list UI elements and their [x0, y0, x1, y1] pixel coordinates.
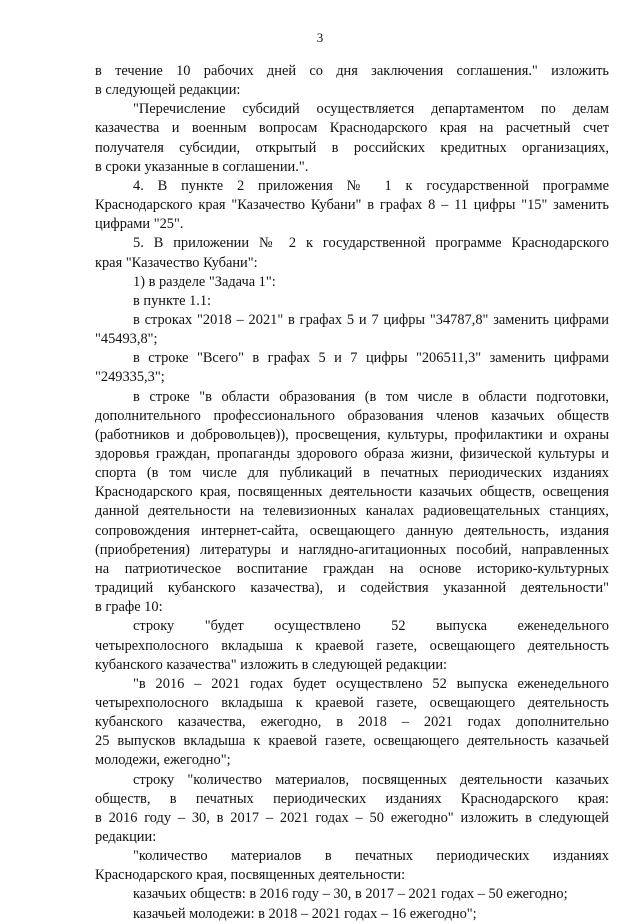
text-line: "в 2016 – 2021 годах будет осуществлено 52 выпуска еженедельного: [133, 675, 609, 692]
text-line: (работников и добровольцев)), просвещения, культуры, профилактики и охраны: [95, 426, 609, 443]
text-line: в строке "в области образования (в том числе в области подготовки,: [133, 388, 609, 405]
text-line: здоровья граждан, пропаганды здорового образа жизни, физической культуры и: [95, 446, 609, 462]
text-line: сопровождения интернет-сайта, освещающего данную деятельность, издания: [95, 522, 609, 539]
text-line: казачества и военным вопросам Краснодарского края на расчетный счет: [95, 120, 609, 137]
text-line: в сроки указанные в соглашении.".: [95, 158, 309, 175]
text-line: в графе 10:: [95, 599, 163, 616]
text-line: "249335,3";: [95, 369, 165, 386]
text-line: Краснодарского края "Казачество Кубани" в графах 8 – 11 цифры "15" заменить: [95, 197, 609, 213]
text-line: 25 выпусков вкладыша к краевой газете, освещающего деятельность казачьей: [95, 733, 609, 750]
text-line: четырехполосного вкладыша к краевой газете, освещающего деятельность: [95, 694, 609, 711]
text-line: казачьей молодежи: в 2018 – 2021 годах – 16 ежегодно";: [133, 905, 477, 922]
text-line: Краснодарского края, посвященных деятельности казачьих обществ, освещения: [95, 484, 609, 501]
text-line: "45493,8";: [95, 331, 158, 348]
text-line: Краснодарского края, посвященных деятельности:: [95, 867, 406, 884]
text-line: в строке "Всего" в графах 5 и 7 цифры "206511,3" заменить цифрами: [133, 350, 609, 367]
text-line: на патриотическое воспитание граждан на основе историко-культурных: [95, 560, 609, 577]
text-line: традиций кубанского казачества), и содействия указанной деятельности": [95, 580, 609, 596]
text-line: данной деятельности на телевизионных каналах радиовещательных станциях,: [95, 503, 609, 520]
text-line: молодежи, ежегодно";: [95, 752, 231, 769]
text-line: 5. В приложении № 2 к государственной программе Краснодарского: [133, 235, 609, 252]
text-line: спорта (в том числе для публикаций в печатных периодических изданиях: [95, 465, 609, 482]
text-line: цифрами "25".: [95, 216, 184, 233]
text-line: (приобретения) литературы и наглядно-агитационных пособий, направленных: [95, 541, 609, 558]
text-line: четырехполосного вкладыша к краевой газете, освещающего деятельность: [95, 637, 609, 654]
text-line: "количество материалов в печатных периодических изданиях: [133, 848, 609, 865]
text-line: в 2016 году – 30, в 2017 – 2021 годах – 50 ежегодно" изложить в следующей: [95, 809, 609, 826]
text-line: в следующей редакции:: [95, 82, 241, 99]
text-line: кубанского казачества, ежегодно, в 2018 – 2021 годах дополнительно: [95, 714, 609, 731]
text-line: в строках "2018 – 2021" в графах 5 и 7 цифры "34787,8" заменить цифрами: [133, 311, 609, 328]
text-line: строку "количество материалов, посвященных деятельности казачьих: [133, 771, 609, 788]
text-line: кубанского казачества" изложить в следующей редакции:: [95, 656, 448, 673]
text-line: строку "будет осуществлено 52 выпуска еженедельного: [133, 618, 609, 635]
page-number: 3: [316, 30, 324, 45]
text-line: "Перечисление субсидий осуществляется департаментом по делам: [133, 101, 609, 118]
text-line: края "Казачество Кубани":: [95, 254, 258, 271]
text-line: казачьих обществ: в 2016 году – 30, в 2017 – 2021 годах – 50 ежегодно;: [133, 886, 568, 903]
text-line: в пункте 1.1:: [133, 292, 212, 309]
text-line: 4. В пункте 2 приложения № 1 к государственной программе: [133, 177, 609, 194]
text-line: 1) в разделе "Задача 1":: [133, 273, 276, 290]
text-line: в течение 10 рабочих дней со дня заключения соглашения." изложить: [95, 63, 609, 79]
text-line: редакции:: [95, 829, 157, 845]
text-line: дополнительного профессионального образования членов казачьих обществ: [95, 407, 609, 424]
text-line: получателя субсидии, открытый в российских кредитных организациях,: [95, 139, 609, 156]
text-line: обществ, в печатных периодических изданиях Краснодарского края:: [95, 790, 609, 807]
